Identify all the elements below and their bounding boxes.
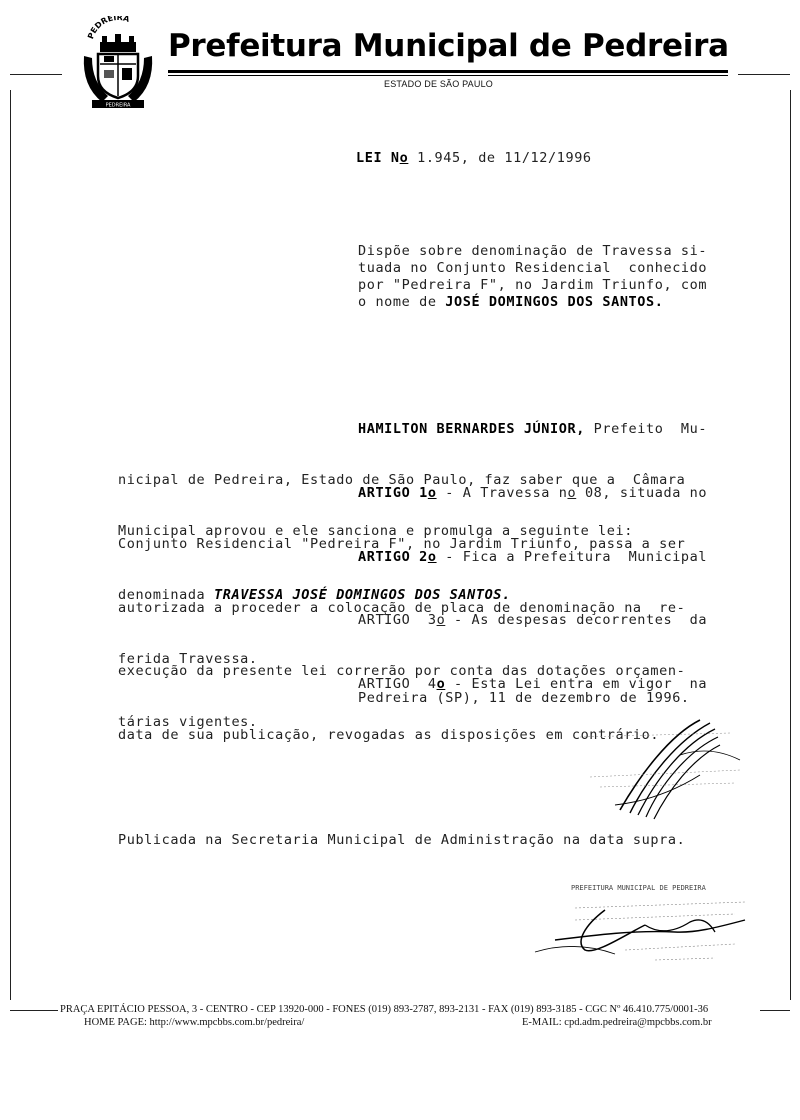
article-3: ARTIGO 3o - As despesas decorrentes da execução da presente lei correrão por conta das dotações orçamen- tárias vigentes. (118, 612, 708, 730)
page-frame-left (10, 74, 63, 1016)
law-heading-o: o (399, 150, 409, 166)
article-4: ARTIGO 4o - Esta Lei entra em vigor na data de sua publicação, revogadas as disposições em contrário. (118, 676, 708, 743)
summary-line: por "Pedreira F", no Jardim Triunfo, com (358, 277, 708, 293)
summary-line: tuada no Conjunto Residencial conhecido (358, 260, 708, 276)
frame-gap-top-right (728, 60, 800, 90)
article-4-label: ARTIGO 4 (358, 676, 437, 692)
coat-of-arms-icon (78, 16, 158, 112)
administration-stamp (515, 880, 765, 975)
article-1-label: ARTIGO 1 (358, 485, 428, 501)
state-name: ESTADO DE SÃO PAULO (384, 79, 493, 89)
law-heading-rest: 1.945, de 11/12/1996 (408, 150, 592, 166)
svg-text:PEDREIRA: PEDREIRA (105, 102, 131, 109)
article-2-label: ARTIGO 2 (358, 549, 428, 565)
header-rule-thick (168, 70, 728, 73)
municipality-title: Prefeitura Municipal de Pedreira (168, 28, 729, 64)
frame-top-right-line (738, 74, 790, 75)
mayor-name: HAMILTON BERNARDES JÚNIOR, (358, 421, 585, 437)
article-3-label: ARTIGO 3 (358, 612, 437, 628)
article-1: ARTIGO 1o - A Travessa no 08, situada no Conjunto Residencial "Pedreira F", no Jardim Triunfo, passa a ser denominada TRAVESSA JOSÉ DOMINGOS DOS SANTOS. (118, 485, 708, 603)
footer-homepage: HOME PAGE: http://www.mpcbbs.com.br/pedreira/ (84, 1017, 305, 1028)
signature-icon (560, 715, 770, 825)
footer-address: PRAÇA EPITÁCIO PESSOA, 3 - CENTRO - CEP 13920-000 - FONES (019) 893-2787, 893-2131 - FAX (019) 893-3185 - CGC Nº 46.410.775/0001-36 (60, 1004, 709, 1015)
coat-of-arms (78, 16, 158, 112)
summary-line: o nome de (358, 294, 446, 310)
stamp-line: PREFEITURA MUNICIPAL DE PEDREIRA (571, 884, 706, 892)
intro-line: Municipal aprovou e ele sanciona e promulga a seguinte lei: (118, 523, 633, 539)
honoree-name: JOSÉ DOMINGOS DOS SANTOS. (445, 294, 664, 310)
intro-line: HAMILTON BERNARDES JÚNIOR, Prefeito Mu- (358, 421, 708, 437)
footer-rule-left (10, 1010, 58, 1011)
mayor-signature (560, 715, 770, 825)
frame-top-left-line (10, 74, 62, 75)
law-summary (358, 243, 707, 311)
street-name: TRAVESSA JOSÉ DOMINGOS DOS SANTOS. (214, 587, 511, 603)
law-heading (356, 150, 592, 166)
intro-line: nicipal de Pedreira, Estado de São Paulo, faz saber que a Câmara (118, 472, 686, 488)
summary-line-last (358, 294, 707, 311)
article-2: ARTIGO 2o - Fica a Prefeitura Municipal autorizada a proceder a colocação de placa de denominação na re- ferida Travessa. (118, 549, 708, 667)
footer-email: E-MAIL: cpd.adm.pedreira@mpcbbs.com.br (522, 1017, 712, 1028)
law-heading-prefix: LEI N (356, 150, 400, 166)
header-rule-thin (168, 75, 728, 76)
stamp-signature-icon (515, 880, 765, 975)
footer-rule-right (760, 1010, 790, 1011)
summary-line: Dispõe sobre denominação de Travessa si- (358, 243, 708, 259)
place-date: Pedreira (SP), 11 de dezembro de 1996. (358, 690, 690, 706)
svg-text:PEDREIRA: PEDREIRA (86, 16, 131, 41)
publication-note: Publicada na Secretaria Municipal de Administração na data supra. (118, 832, 686, 848)
